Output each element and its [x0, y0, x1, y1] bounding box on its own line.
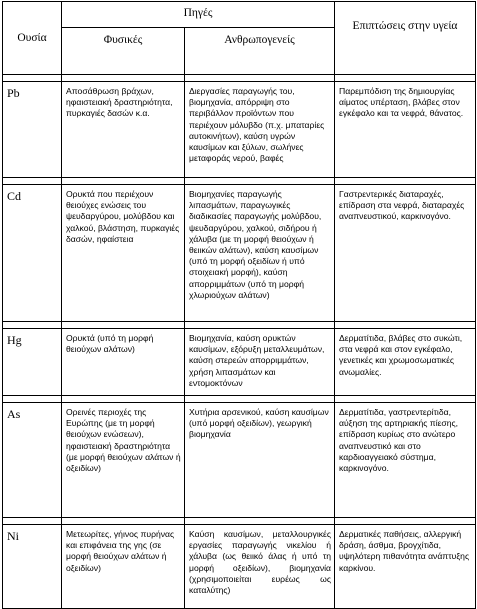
header-human-sources: Ανθρωπογενείς — [185, 28, 335, 75]
natural-sources-cell: Ορεινές περιοχές της Ευρώπης (με τη μορφή θειούχων ενώσεων), ηφαιστειακή δραστηριότητα (με μορφή θειούχων αλάτων ή οξειδίων) — [62, 403, 185, 518]
table-row-as — [3, 403, 476, 518]
human-sources-cell: Βιομηχανίες παραγωγής λιπασμάτων, παραγωγικές διαδικασίες παραγωγής μολύβδου, ψευδαργύρου, χαλκού, σιδήρου ή χάλυβα (με τη μορφή θειούχων ή θειικών αλάτων), καύση καυσίμων (υπό τη μορφή οξειδίων ή υπό στοιχειακή μορφή), καύση απορριμμάτων (υπό τη μορφή χλωριούχων αλάτων) — [185, 185, 335, 322]
header-natural-sources: Φυσικές — [62, 28, 185, 75]
table-row-hg — [3, 329, 476, 396]
health-effects-cell: Δερματικές παθήσεις, αλλεργική δράση, άσθμα, βρογχίτιδα, υψηλότερη πιθανότητα ανάπτυξης καρκίνου. — [335, 525, 476, 609]
substance-name: Cd — [3, 185, 62, 322]
table-row-ni — [3, 525, 476, 609]
header-sources: Πηγές — [62, 2, 335, 28]
health-effects-cell: Δερματίτιδα, γαστρεντερίτιδα, αύξηση της αρτηριακής πίεσης, επίδραση κυρίως στο ανώτερο αναπνευστικό και στο καρδιοαγγειακό σύστημα, καρκινογόνο. — [335, 403, 476, 518]
health-effects-cell: Παρεμπόδιση της δημιουργίας αίματος υπέρταση, βλάβες στον εγκέφαλο και τα νεφρά, θάνατος. — [335, 82, 476, 178]
header-row-top — [3, 2, 476, 28]
substance-name: Ni — [3, 525, 62, 609]
table-row-cd — [3, 185, 476, 322]
human-sources-cell: Χυτήρια αρσενικού, καύση καυσίμων (υπό μορφή οξειδίων), γεωργική βιομηχανία — [185, 403, 335, 518]
human-sources-cell: Καύση καυσίμων, μεταλλουργικές εργασίες παραγωγής νικελίου ή χάλυβα (ως θειικό άλας ή υπό τη μορφή οξειδίων), βιομηχανία (χρησιμοποιείται ευρέως ως καταλύτης) — [185, 525, 335, 609]
header-health-effects: Επιπτώσεις στην υγεία — [335, 2, 476, 75]
human-sources-cell: Βιομηχανία, καύση ορυκτών καυσίμων, εξόρυξη μεταλλευμάτων, καύση στερεών απορριμμάτων, χρήση λιπασμάτων και εντομοκτόνων — [185, 329, 335, 396]
spacer-row — [3, 518, 476, 525]
spacer-row — [3, 322, 476, 329]
health-effects-cell: Δερματίτιδα, βλάβες στο συκώτι, στα νεφρά και στον εγκέφαλο, γενετικές και χρωμοσωματικές ανωμαλίες. — [335, 329, 476, 396]
natural-sources-cell: Ορυκτά που περιέχουν θειούχες ενώσεις του ψευδαργύρου, μολύβδου και χαλκού, βλάστηση, πυρκαγιές δασών, ηφαίστεια — [62, 185, 185, 322]
natural-sources-cell: Αποσάθρωση βράχων, ηφαιστειακή δραστηριότητα, πυρκαγιές δασών κ.α. — [62, 82, 185, 178]
table-row-pb — [3, 82, 476, 178]
spacer-row — [3, 178, 476, 185]
spacer-row — [3, 396, 476, 403]
natural-sources-cell: Μετεωρίτες, γήινος πυρήνας και επιφάνεια της γης (σε μορφή θειούχων αλάτων ή οξειδίων) — [62, 525, 185, 609]
header-substance: Ουσία — [3, 2, 62, 75]
substance-name: Pb — [3, 82, 62, 178]
substance-name: Hg — [3, 329, 62, 396]
health-effects-cell: Γαστρεντερικές διαταραχές, επίδραση στα νεφρά, διαταραχές αναπνευστικού, καρκινογόνο. — [335, 185, 476, 322]
substance-name: As — [3, 403, 62, 518]
spacer-row — [3, 75, 476, 82]
heavy-metals-table — [2, 1, 476, 609]
human-sources-cell: Διεργασίες παραγωγής του, βιομηχανία, απόρριψη στο περιβάλλον προϊόντων που περιέχουν μόλυβδο (π.χ. μπαταρίες αυτοκινήτων), καύση υγρών καυσίμων και ξύλων, σωλήνες μεταφοράς νερού, βαφές — [185, 82, 335, 178]
natural-sources-cell: Ορυκτά (υπό τη μορφή θειούχων αλάτων) — [62, 329, 185, 396]
